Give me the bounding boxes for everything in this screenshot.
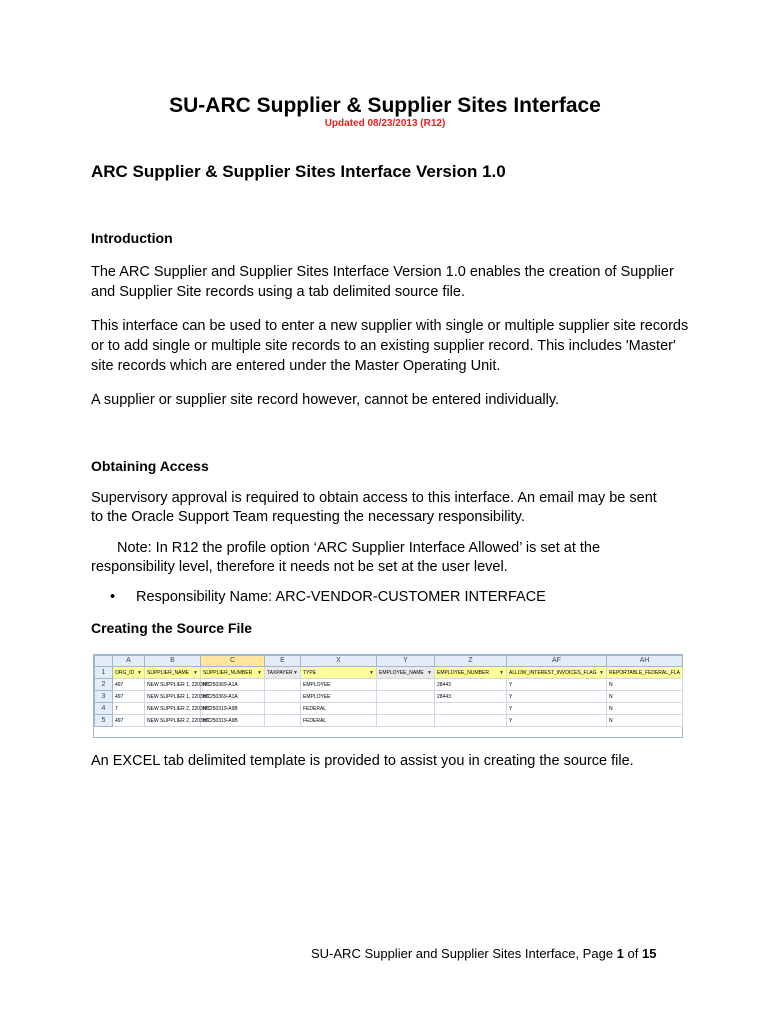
footer-total-pages: 15	[641, 946, 657, 961]
row-number: 3	[95, 691, 113, 703]
header-cell-label: EMPLOYEE_NUMBER	[437, 669, 489, 676]
table-cell: NEW SUPPLIER 2, 2203HC	[145, 703, 201, 715]
version-heading: ARC Supplier & Supplier Sites Interface Version 1.0	[91, 162, 506, 181]
column-letter: AH	[607, 656, 683, 667]
header-cell-label: SUPPLIER_NUMBER	[203, 669, 253, 676]
table-cell	[265, 679, 301, 691]
table-cell: N	[607, 691, 683, 703]
table-row	[95, 691, 683, 703]
creating-source-file-heading: Creating the Source File	[91, 620, 253, 636]
header-cell	[377, 667, 435, 679]
filter-dropdown-icon[interactable]: ▼	[599, 669, 604, 676]
filter-dropdown-icon[interactable]: ▼	[193, 669, 198, 676]
table-cell: EMPLOYEE	[301, 679, 377, 691]
table-cell	[435, 703, 507, 715]
document-title: SU-ARC Supplier & Supplier Sites Interface	[169, 94, 601, 117]
table-cell: M7250319-A9B	[201, 715, 265, 727]
header-cell	[201, 667, 265, 679]
filter-dropdown-icon[interactable]: ▼	[427, 669, 432, 676]
table-cell: N	[607, 679, 683, 691]
intro-paragraph-3: A supplier or supplier site record however, cannot be entered individually.	[91, 392, 560, 408]
template-paragraph: An EXCEL tab delimited template is provided to assist you in creating the source file.	[91, 753, 634, 769]
spreadsheet-screenshot	[93, 654, 683, 738]
header-cell	[265, 667, 301, 679]
header-cell-label: SUPPLIER_NAME	[147, 669, 189, 676]
filter-dropdown-icon[interactable]: ▼	[293, 669, 298, 676]
column-letter: E	[265, 656, 301, 667]
filter-dropdown-icon[interactable]: ▼	[499, 669, 504, 676]
table-cell	[265, 691, 301, 703]
row-number: 5	[95, 715, 113, 727]
table-cell: Y	[507, 715, 607, 727]
row-number: 1	[95, 667, 113, 679]
column-letter: X	[301, 656, 377, 667]
table-cell: 497	[113, 679, 145, 691]
table-cell: FEDERAL	[301, 715, 377, 727]
corner-cell	[95, 656, 113, 667]
table-row	[95, 703, 683, 715]
header-cell-label: TYPE	[303, 669, 317, 676]
header-row	[95, 667, 683, 679]
header-cell	[435, 667, 507, 679]
column-letter: B	[145, 656, 201, 667]
access-note: Note: In R12 the profile option ‘ARC Supplier Interface Allowed’ is set at the responsibility level, therefore it needs not be set at the user level.	[91, 540, 601, 575]
table-row	[95, 679, 683, 691]
responsibility-bullet-item	[110, 589, 546, 605]
filter-dropdown-icon[interactable]: ▼	[257, 669, 262, 676]
header-cell	[607, 667, 683, 679]
table-cell: M7250319-A9B	[201, 703, 265, 715]
table-cell	[377, 715, 435, 727]
table-row	[95, 715, 683, 727]
column-letter: AF	[507, 656, 607, 667]
table-cell: FEDERAL	[301, 703, 377, 715]
row-number: 2	[95, 679, 113, 691]
intro-paragraph-1: The ARC Supplier and Supplier Sites Interface Version 1.0 enables the creation of Supplier and Supplier Site records using a tab delimited source file.	[91, 264, 674, 300]
header-cell	[145, 667, 201, 679]
column-letter: Y	[377, 656, 435, 667]
header-cell	[507, 667, 607, 679]
table-cell: NEW SUPPLIER 1, 2203HC	[145, 691, 201, 703]
table-cell: Y	[507, 679, 607, 691]
header-cell	[113, 667, 145, 679]
introduction-heading: Introduction	[91, 230, 173, 246]
header-cell-label: ALLOW_INTEREST_INVOICES_FLAG	[509, 669, 597, 676]
table-cell: 497	[113, 715, 145, 727]
table-cell: N	[607, 703, 683, 715]
footer-page-number: 1	[616, 946, 624, 961]
access-paragraph: Supervisory approval is required to obtain access to this interface. An email may be sent to the Oracle Support Team requesting the necessary responsibility.	[91, 490, 657, 525]
header-cell-label: ORG_ID	[115, 669, 135, 676]
table-cell: 28443	[435, 679, 507, 691]
table-cell: 497	[113, 691, 145, 703]
row-number: 4	[95, 703, 113, 715]
column-letter: Z	[435, 656, 507, 667]
spreadsheet-data-rows	[95, 679, 683, 727]
table-cell: M7250369-A1A	[201, 691, 265, 703]
footer-prefix: SU-ARC Supplier and Supplier Sites Interface, Page	[311, 946, 617, 961]
spreadsheet-table	[94, 655, 683, 727]
table-cell: M7250369-A1A	[201, 679, 265, 691]
table-cell: Y	[507, 691, 607, 703]
header-cell-label: REPORTABLE_FEDERAL_FLA	[609, 669, 680, 676]
table-cell	[435, 715, 507, 727]
header-cell	[301, 667, 377, 679]
table-cell: 28443	[435, 691, 507, 703]
intro-paragraph-2: This interface can be used to enter a new supplier with single or multiple supplier site records or to add single or multiple site records to an existing supplier record. This includes 'Master' site records which are entered under the Master Operating Unit.	[91, 318, 689, 374]
column-letter: A	[113, 656, 145, 667]
table-cell: NEW SUPPLIER 1, 2203HC	[145, 679, 201, 691]
table-cell: Y	[507, 703, 607, 715]
header-cell-label: EMPLOYEE_NAME	[379, 669, 424, 676]
filter-dropdown-icon[interactable]: ▼	[369, 669, 374, 676]
table-cell: N	[607, 715, 683, 727]
footer-of: of	[623, 946, 642, 961]
table-cell	[265, 715, 301, 727]
page-footer	[311, 946, 656, 961]
bullet-symbol: •	[110, 589, 116, 605]
table-cell	[377, 679, 435, 691]
table-cell: EMPLOYEE	[301, 691, 377, 703]
filter-dropdown-icon[interactable]: ▼	[137, 669, 142, 676]
bullet-text: Responsibility Name: ARC-VENDOR-CUSTOMER INTERFACE	[136, 589, 546, 605]
table-cell	[377, 691, 435, 703]
table-cell	[377, 703, 435, 715]
table-cell: NEW SUPPLIER 2, 2203HC	[145, 715, 201, 727]
table-cell: 7	[113, 703, 145, 715]
updated-date: Updated 08/23/2013 (R12)	[324, 118, 446, 129]
table-cell	[265, 703, 301, 715]
column-header-row	[95, 656, 683, 667]
column-letter: C	[201, 656, 265, 667]
header-cell-label: TAXPAYER	[267, 669, 293, 676]
obtaining-access-heading: Obtaining Access	[91, 458, 209, 474]
